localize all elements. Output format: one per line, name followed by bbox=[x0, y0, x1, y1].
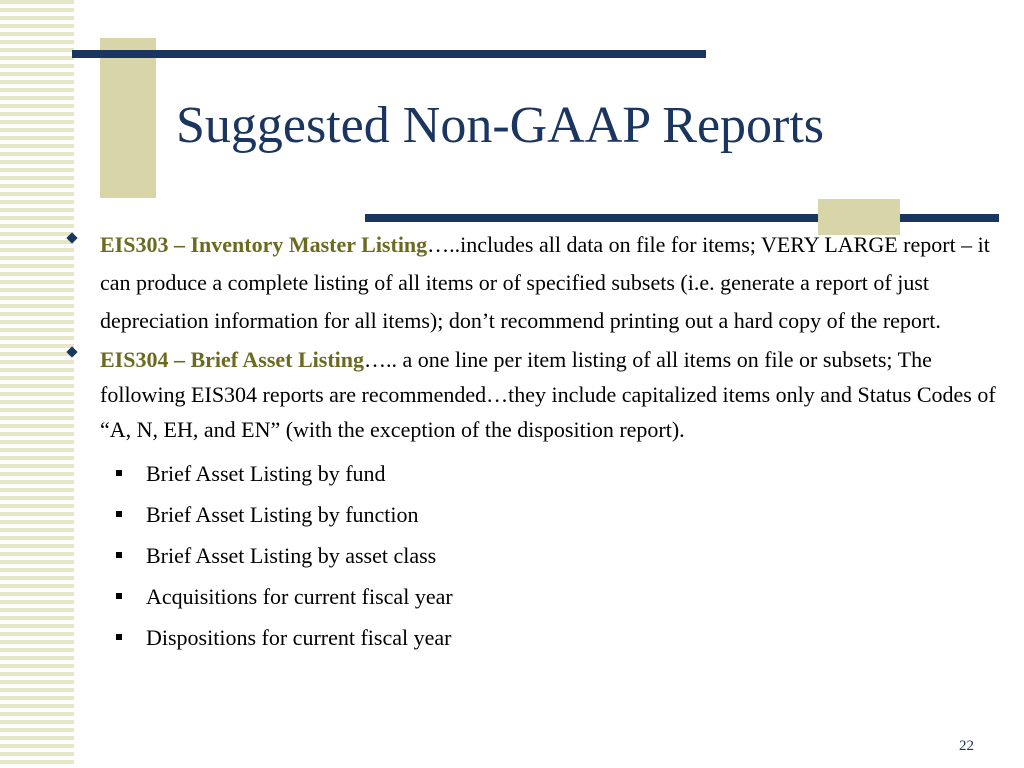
square-bullet-icon bbox=[116, 593, 122, 599]
decorative-navy-line-bottom bbox=[365, 214, 999, 222]
diamond-bullet-icon bbox=[66, 346, 77, 357]
sub-bullet-item bbox=[66, 617, 996, 658]
diamond-bullet-icon bbox=[66, 232, 77, 243]
bullet-eis304 bbox=[66, 342, 996, 447]
sub-bullet-list bbox=[66, 453, 996, 658]
bullet-term: EIS304 – Brief Asset Listing bbox=[100, 347, 365, 372]
sub-bullet-item bbox=[66, 494, 996, 535]
sub-bullet-item bbox=[66, 576, 996, 617]
square-bullet-icon bbox=[116, 511, 122, 517]
square-bullet-icon bbox=[116, 634, 122, 640]
bullet-text: …..includes all data on file for items; VERY LARGE report – it can produce a complete listing of all items or of specified subsets (i.e. generate a report of just depreciation information for all items); don’t recommend printing out a hard copy of the report. bbox=[100, 232, 990, 333]
bullet-eis303 bbox=[66, 226, 996, 340]
decorative-tan-block-top bbox=[100, 38, 156, 198]
square-bullet-icon bbox=[116, 552, 122, 558]
square-bullet-icon bbox=[116, 470, 122, 476]
sub-bullet-text: Brief Asset Listing by function bbox=[146, 502, 419, 527]
bullet-text: ….. a one line per item listing of all items on file or subsets; The following EIS304 reports are recommended…they include capitalized items only and Status Codes of “A, N, EH, and EN” (with the exception of the disposition report). bbox=[100, 347, 996, 442]
slide-content bbox=[66, 226, 996, 658]
sub-bullet-text: Brief Asset Listing by asset class bbox=[146, 543, 437, 568]
sub-bullet-text: Dispositions for current fiscal year bbox=[146, 625, 452, 650]
decorative-stripes bbox=[0, 0, 74, 768]
sub-bullet-text: Acquisitions for current fiscal year bbox=[146, 584, 453, 609]
sub-bullet-text: Brief Asset Listing by fund bbox=[146, 461, 386, 486]
sub-bullet-item bbox=[66, 453, 996, 494]
bullet-term: EIS303 – Inventory Master Listing bbox=[100, 232, 428, 257]
decorative-navy-line-top bbox=[72, 50, 706, 58]
slide-title: Suggested Non-GAAP Reports bbox=[176, 97, 825, 154]
sub-bullet-item bbox=[66, 535, 996, 576]
page-number: 22 bbox=[959, 738, 974, 754]
